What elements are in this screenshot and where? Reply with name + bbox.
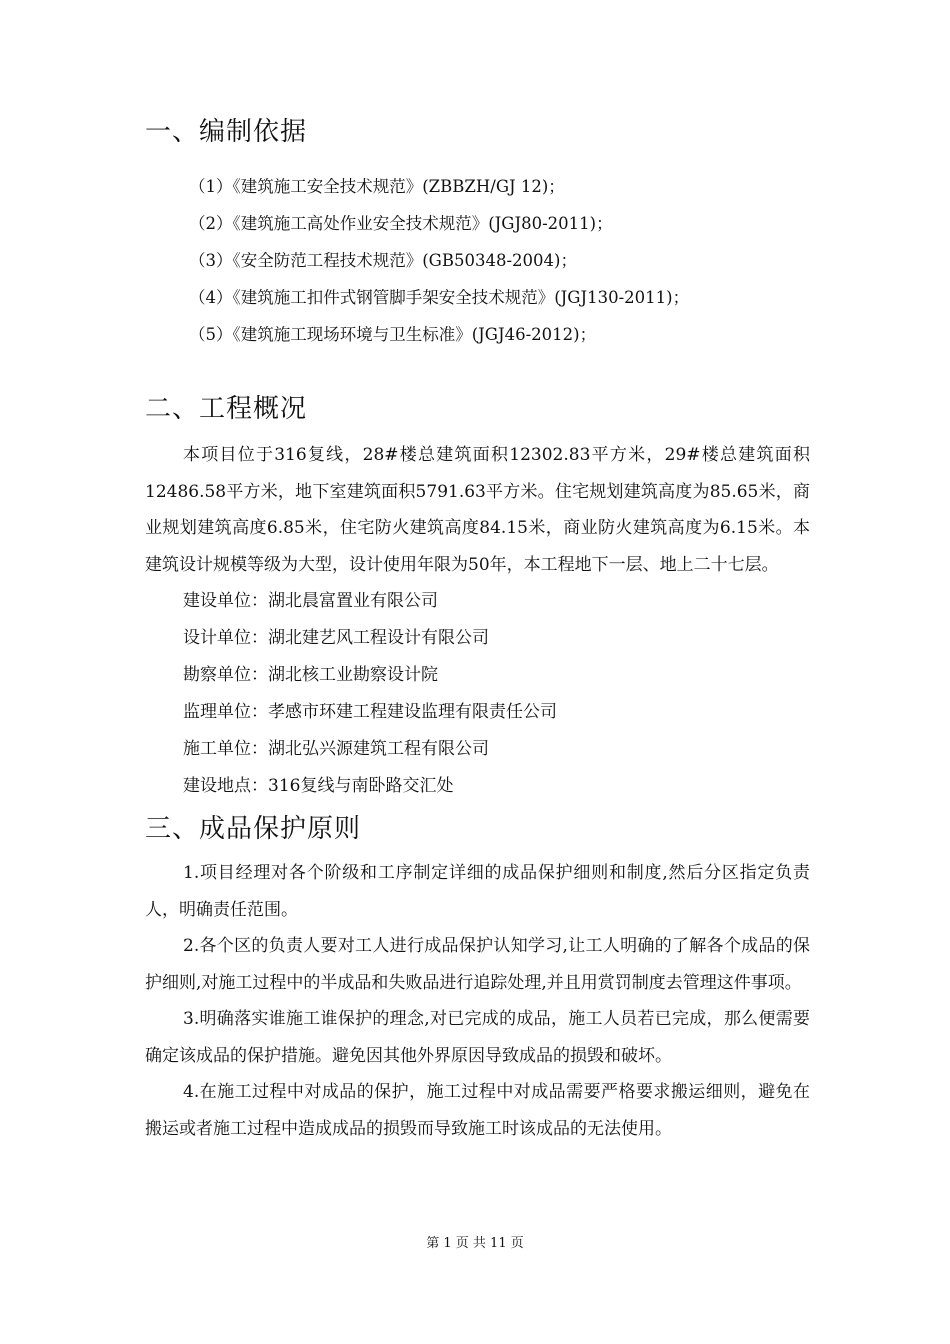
- protection-item: 4.在施工过程中对成品的保护，施工过程中对成品需要严格要求搬运细则，避免在搬运或者施工过程中造成成品的损毁而导致施工时该成品的无法使用。: [145, 1082, 810, 1139]
- unit-line: 建设单位：湖北晨富置业有限公司: [183, 591, 438, 611]
- reference-item: （4）《建筑施工扣件式钢管脚手架安全技术规范》(JGJ130-2011)；: [189, 288, 690, 307]
- protection-item: 1.项目经理对各个阶级和工序制定详细的成品保护细则和制度,然后分区指定负责人，明确责任范围。: [145, 863, 810, 920]
- section-title-overview: 二、工程概况: [145, 394, 308, 424]
- page-content: [145, 112, 810, 1147]
- reference-item: （2）《建筑施工高处作业安全技术规范》(JGJ80-2011)；: [189, 214, 613, 233]
- unit-line: 建设地点：316复线与南卧路交汇处: [183, 776, 454, 796]
- unit-line: 勘察单位：湖北核工业勘察设计院: [183, 665, 438, 685]
- reference-item: （1）《建筑施工安全技术规范》(ZBBZH/GJ 12)；: [189, 177, 565, 196]
- unit-line: 施工单位：湖北弘兴源建筑工程有限公司: [183, 739, 489, 759]
- section-title-basis: 一、编制依据: [145, 117, 308, 147]
- reference-item: （3）《安全防范工程技术规范》(GB50348-2004)；: [189, 251, 577, 270]
- unit-line: 设计单位：湖北建艺风工程设计有限公司: [183, 628, 489, 648]
- overview-paragraph: 本项目位于316复线，28#楼总建筑面积12302.83平方米，29#楼总建筑面积12486.58平方米，地下室建筑面积5791.63平方米。住宅规划建筑高度为85.65米，商业规划建筑高度6.85米，住宅防火建筑高度84.15米，商业防火建筑高度为6.15米。本建筑设计规模等级为大型，设计使用年限为50年，本工程地下一层、地上二十七层。: [145, 445, 810, 575]
- page-footer: 第 1 页 共 11 页: [426, 1236, 524, 1251]
- reference-item: （5）《建筑施工现场环境与卫生标准》(JGJ46-2012)；: [189, 325, 597, 344]
- protection-item: 2.各个区的负责人要对工人进行成品保护认知学习,让工人明确的了解各个成品的保护细则,对施工过程中的半成品和失败品进行追踪处理,并且用赏罚制度去管理这件事项。: [145, 936, 810, 993]
- section-title-protection: 三、成品保护原则: [145, 814, 362, 844]
- protection-item: 3.明确落实谁施工谁保护的理念,对已完成的成品，施工人员若已完成，那么便需要确定该成品的保护措施。避免因其他外界原因导致成品的损毁和破坏。: [145, 1009, 810, 1066]
- unit-line: 监理单位：孝感市环建工程建设监理有限责任公司: [183, 702, 557, 722]
